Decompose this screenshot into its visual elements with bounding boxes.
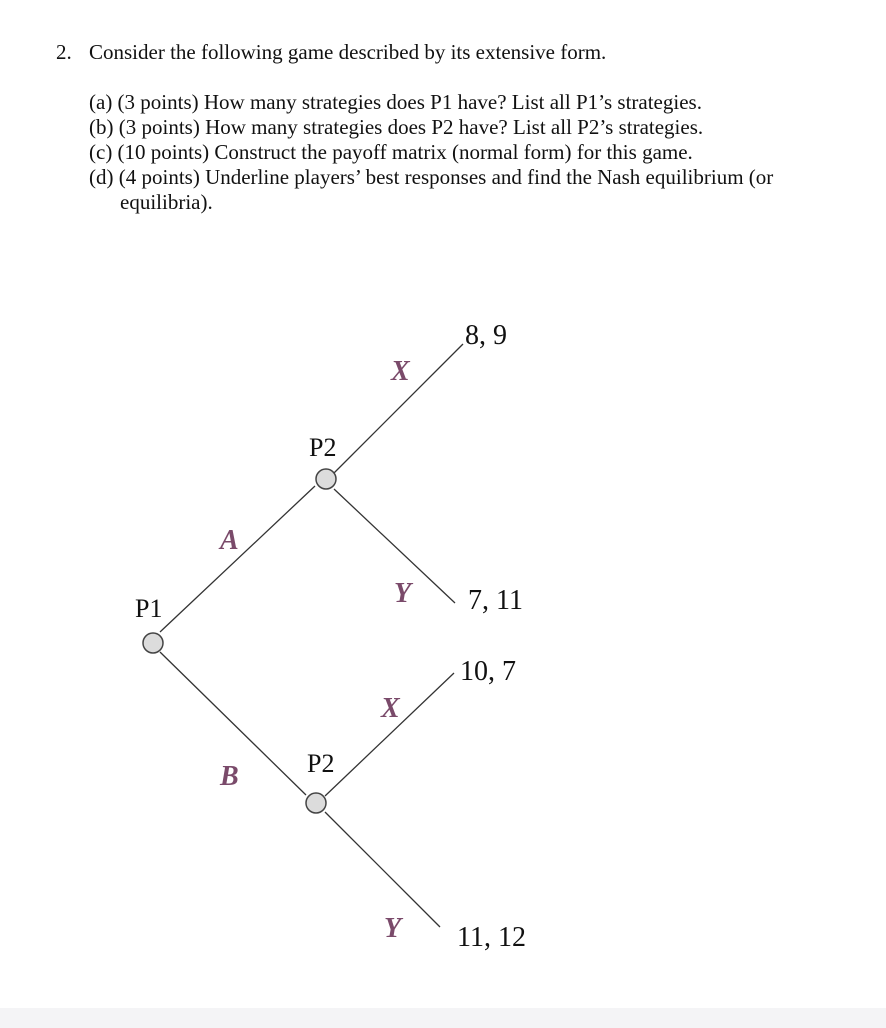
branch-p2-lower-x [325,673,454,796]
question-number: 2. [56,40,72,64]
node-p2-lower [306,793,326,813]
payoff-bx: 10, 7 [460,656,516,687]
action-label-lower-y: Y [384,913,402,944]
part-a: (a) (3 points) How many strategies does P1 have? List all P1’s strategies. [89,90,702,114]
part-b: (b) (3 points) How many strategies does P2 have? List all P2’s strategies. [89,115,704,139]
part-d: (d) (4 points) Underline players’ best responses and find the Nash equilibrium (or equilibria). [89,165,774,214]
branch-p2-lower-y [325,812,440,927]
player-label-p2-lower: P2 [307,749,335,778]
page-bottom-edge [0,1008,886,1028]
payoff-ay: 7, 11 [468,585,523,616]
branch-p1-a [160,486,315,632]
action-label-a: A [220,525,239,556]
player-label-p1: P1 [135,594,163,623]
node-p2-upper [316,469,336,489]
action-label-upper-y: Y [394,578,412,609]
action-label-b: B [220,761,239,792]
payoff-by: 11, 12 [457,922,526,953]
action-label-lower-x: X [381,693,400,724]
part-c: (c) (10 points) Construct the payoff matrix (normal form) for this game. [89,140,693,164]
player-label-p2-upper: P2 [309,433,337,462]
question-prompt: Consider the following game described by its extensive form. [89,40,607,64]
node-p1 [143,633,163,653]
payoff-ax: 8, 9 [465,320,507,351]
action-label-upper-x: X [391,356,410,387]
